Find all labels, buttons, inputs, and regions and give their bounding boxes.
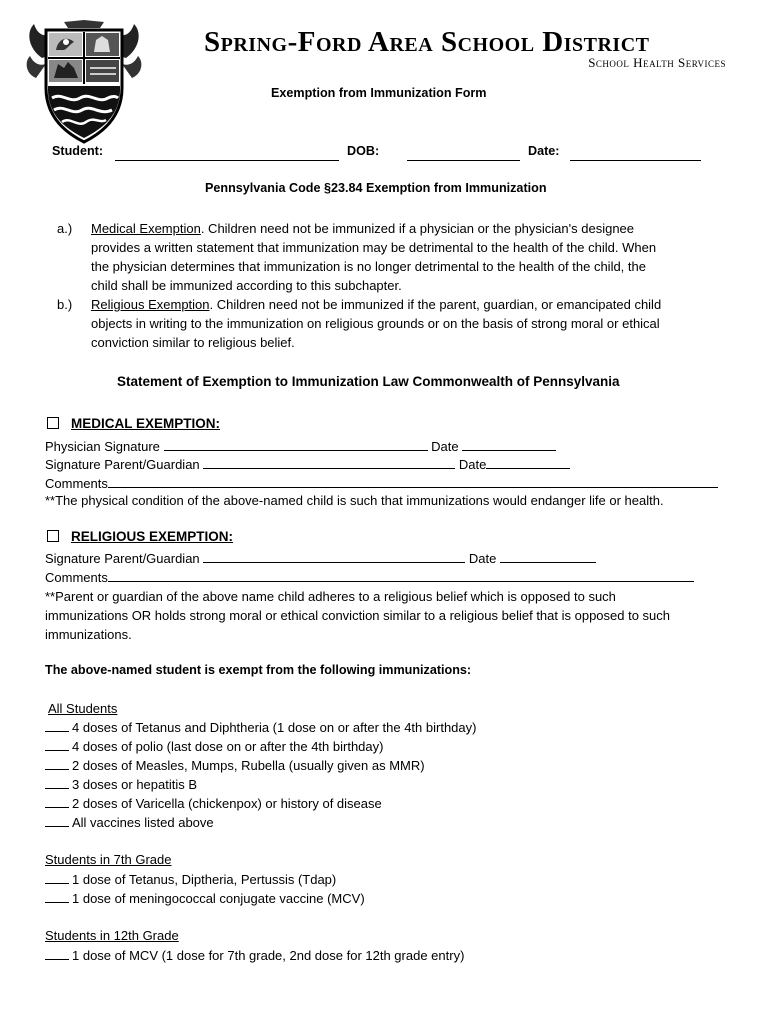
religious-date-field[interactable] (500, 549, 596, 563)
all-students-item (45, 814, 214, 830)
date-field[interactable] (570, 147, 701, 161)
medical-comments-label: Comments (45, 476, 108, 491)
religious-note-line-1: **Parent or guardian of the above name child adheres to a religious belief which is opposed to such (45, 589, 616, 604)
code-item-b-marker: b.) (57, 297, 73, 312)
all-students-item (45, 738, 383, 754)
physician-signature-row (45, 437, 556, 454)
code-item-a (57, 219, 656, 295)
religious-exemption-heading (47, 529, 233, 544)
student-name-field[interactable] (115, 147, 339, 161)
religious-comments-field[interactable] (108, 568, 694, 582)
all-students-item-label: 2 doses of Measles, Mumps, Rubella (usually given as MMR) (72, 758, 425, 773)
student-label: Student: (52, 144, 104, 158)
code-item-b (57, 295, 661, 352)
all-students-item-blank[interactable] (45, 719, 69, 732)
physician-signature-label: Physician Signature (45, 439, 160, 454)
grade7-item-blank[interactable] (45, 871, 69, 884)
all-students-item (45, 776, 197, 792)
grade7-item-label: 1 dose of Tetanus, Diptheria, Pertussis (Tdap) (72, 872, 337, 887)
medical-exemption-term: Medical Exemption (91, 221, 201, 236)
grade7-item-blank[interactable] (45, 890, 69, 903)
form-title: Exemption from Immunization Form (271, 86, 487, 100)
code-item-a-text-1: . Children need not be immunized if a physician or the physician's designee (200, 221, 635, 236)
date-label: Date: (528, 144, 560, 158)
all-students-item-label: 4 doses of Tetanus and Diphtheria (1 dose on or after the 4th birthday) (72, 720, 477, 735)
medical-parent-signature-field[interactable] (203, 455, 455, 469)
religious-note-line-2: immunizations OR holds strong moral or ethical conviction similar to a religious belief that is opposed to such (45, 608, 671, 623)
all-students-heading: All Students (48, 701, 118, 716)
district-name: Spring-Ford Area School District (204, 26, 650, 58)
all-students-item-blank[interactable] (45, 776, 69, 789)
department-name: School Health Services (588, 55, 726, 70)
all-students-item-label: 4 doses of polio (last dose on or after the 4th birthday) (72, 739, 384, 754)
code-item-b-text-3: conviction similar to religious belief. (91, 335, 295, 350)
grade7-item (45, 871, 336, 887)
all-students-item (45, 757, 425, 773)
code-item-a-text-2: provides a written statement that immunization may be detrimental to the health of the child. When (91, 240, 657, 255)
religious-comments-label: Comments (45, 570, 108, 585)
all-students-item (45, 719, 476, 735)
all-students-item-blank[interactable] (45, 757, 69, 770)
religious-parent-signature-row (45, 549, 596, 566)
exempt-heading: The above-named student is exempt from the following immunizations: (45, 663, 472, 677)
district-crest-logo (24, 18, 144, 146)
medical-comments-row (45, 474, 718, 491)
religious-parent-signature-field[interactable] (203, 549, 465, 563)
grade7-item (45, 890, 365, 906)
physician-date-label: Date (431, 439, 459, 454)
grade7-heading: Students in 7th Grade (45, 852, 172, 867)
medical-parent-date-label: Date (458, 457, 487, 472)
grade12-heading: Students in 12th Grade (45, 928, 179, 943)
medical-comments-field[interactable] (108, 474, 718, 488)
all-students-item-blank[interactable] (45, 814, 69, 827)
code-item-a-marker: a.) (57, 221, 73, 236)
code-item-a-text-3: the physician determines that immunization is no longer detrimental to the health of the child, the (91, 259, 646, 274)
religious-date-label: Date (468, 551, 497, 566)
grade12-item (45, 947, 464, 963)
physician-signature-field[interactable] (164, 437, 428, 451)
medical-note: **The physical condition of the above-named child is such that immunizations would endanger life or health. (45, 493, 664, 508)
medical-parent-date-field[interactable] (486, 455, 570, 469)
code-heading: Pennsylvania Code §23.84 Exemption from Immunization (205, 181, 547, 195)
medical-exemption-checkbox[interactable] (47, 417, 59, 429)
religious-note-line-3: immunizations. (45, 627, 132, 642)
grade12-item-blank[interactable] (45, 947, 69, 960)
all-students-item-label: All vaccines listed above (72, 815, 214, 830)
grade12-item-label: 1 dose of MCV (1 dose for 7th grade, 2nd dose for 12th grade entry) (72, 948, 465, 963)
code-item-b-text-2: objects in writing to the immunization on religious grounds or on the basis of strong moral or ethical (91, 316, 660, 331)
code-item-b-text-1: . Children need not be immunized if the parent, guardian, or emancipated child (209, 297, 662, 312)
dob-label: DOB: (347, 144, 380, 158)
code-item-a-text-4: child shall be immunized according to this subchapter. (91, 278, 402, 293)
medical-exemption-heading (47, 416, 220, 431)
religious-exemption-label: RELIGIOUS EXEMPTION: (71, 529, 234, 544)
statement-heading: Statement of Exemption to Immunization Law Commonwealth of Pennsylvania (117, 374, 620, 389)
all-students-item-blank[interactable] (45, 738, 69, 751)
religious-exemption-term: Religious Exemption (91, 297, 210, 312)
religious-parent-signature-label: Signature Parent/Guardian (45, 551, 200, 566)
physician-date-field[interactable] (462, 437, 556, 451)
dob-field[interactable] (407, 147, 520, 161)
all-students-item-label: 3 doses or hepatitis B (72, 777, 198, 792)
religious-exemption-checkbox[interactable] (47, 530, 59, 542)
all-students-item-blank[interactable] (45, 795, 69, 808)
grade7-item-label: 1 dose of meningococcal conjugate vaccine (MCV) (72, 891, 365, 906)
all-students-item-label: 2 doses of Varicella (chickenpox) or history of disease (72, 796, 382, 811)
medical-parent-signature-label: Signature Parent/Guardian (45, 457, 200, 472)
medical-parent-signature-row (45, 455, 570, 472)
religious-note (45, 587, 670, 644)
medical-exemption-label: MEDICAL EXEMPTION: (71, 416, 221, 431)
all-students-item (45, 795, 382, 811)
religious-comments-row (45, 568, 694, 585)
